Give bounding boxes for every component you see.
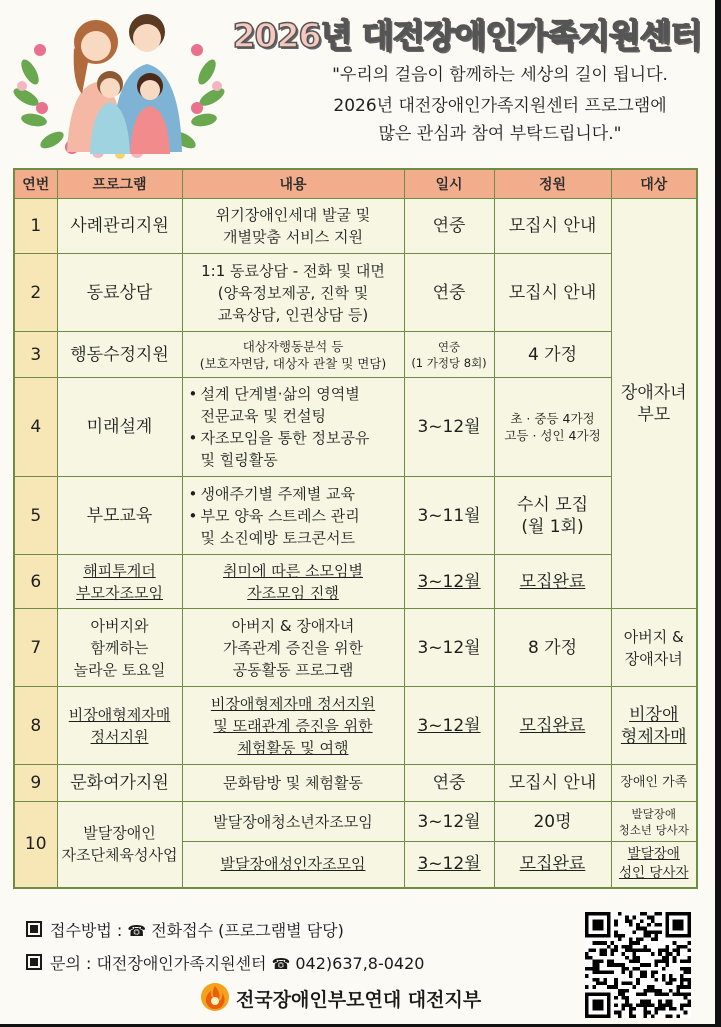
row-capacity: 모집시 안내 (494, 765, 611, 802)
header-capacity: 정원 (494, 169, 611, 199)
row-capacity: 모집시 안내 (494, 199, 611, 254)
apply-label: 접수방법 : (50, 921, 123, 940)
row-no: 8 (14, 687, 57, 765)
square-bullet-icon (26, 921, 42, 937)
row-target-shared: 장애자녀 부모 (611, 199, 697, 609)
row-capacity: 모집완료 (494, 842, 611, 888)
program-table (13, 168, 698, 889)
row-content: 아버지 & 장애자녀 가족관계 증진을 위한 공동활동 프로그램 (182, 609, 404, 687)
row-content: 취미에 따른 소모임별 자조모임 진행 (182, 555, 404, 609)
row-no: 2 (14, 254, 57, 332)
contact-label: 문의 : 대전장애인가족지원센터 (50, 954, 267, 973)
table-row (14, 332, 697, 378)
row-no: 1 (14, 199, 57, 254)
header-content: 내용 (182, 169, 404, 199)
row-program: 미래설계 (57, 378, 182, 477)
row-program: 아버지와 함께하는 놀라운 토요일 (57, 609, 182, 687)
header-no: 연번 (14, 169, 57, 199)
phone-icon: ☎ (127, 922, 147, 940)
row-date: 연중 (1 가정당 8회) (404, 332, 494, 378)
row-program: 행동수정지원 (57, 332, 182, 378)
row-target: 장애인 가족 (611, 765, 697, 802)
row-date: 3~12월 (404, 555, 494, 609)
row-content: 발달장애청소년자조모임 (182, 802, 404, 842)
row-content: • 설계 단계별·삶의 영역별 전문교육 및 컨설팅 • 자조모임을 통한 정보공유 및 힐링활동 (182, 378, 404, 477)
flame-logo-icon (200, 982, 230, 1012)
row-no: 5 (14, 477, 57, 555)
row-target: 발달장애 성인 당사자 (611, 842, 697, 888)
row-no: 6 (14, 555, 57, 609)
family-illustration-icon (12, 2, 227, 162)
row-no: 7 (14, 609, 57, 687)
row-date: 연중 (404, 765, 494, 802)
table-row (14, 555, 697, 609)
row-date: 3~12월 (404, 802, 494, 842)
row-capacity: 모집완료 (494, 555, 611, 609)
row-target: 발달장애 청소년 당사자 (611, 802, 697, 842)
table-row (14, 765, 697, 802)
phone-icon: ☎ (271, 955, 291, 973)
row-program: 비장애형제자매 정서지원 (57, 687, 182, 765)
row-content: • 생애주기별 주제별 교육 • 부모 양육 스트레스 관리 및 소진예방 토크콘서트 (182, 477, 404, 555)
row-date: 3~11월 (404, 477, 494, 555)
row-capacity: 모집완료 (494, 687, 611, 765)
row-capacity: 20명 (494, 802, 611, 842)
table-row (14, 477, 697, 555)
page-title: 2026년 대전장애인가족지원센터 (232, 16, 702, 55)
table-row (14, 609, 697, 687)
row-date: 3~12월 (404, 842, 494, 888)
row-capacity: 4 가정 (494, 332, 611, 378)
intro-line-3: 많은 관심과 참여 부탁드립니다." (378, 124, 622, 144)
row-capacity: 수시 모집 (월 1회) (494, 477, 611, 555)
contact-number: 042)637,8-0420 (295, 954, 425, 973)
square-bullet-icon (26, 954, 42, 970)
row-capacity: 8 가정 (494, 609, 611, 687)
row-target: 아버지 & 장애자녀 (611, 609, 697, 687)
apply-text: 전화접수 (프로그램별 담당) (151, 921, 344, 940)
row-capacity: 모집시 안내 (494, 254, 611, 332)
row-no: 9 (14, 765, 57, 802)
row-program: 해피투게더 부모자조모임 (57, 555, 182, 609)
intro-line-2: 2026년 대전장애인가족지원센터 프로그램에 (333, 96, 667, 116)
qr-code-icon[interactable] (585, 912, 691, 1018)
contact-info (26, 951, 424, 974)
row-content: 위기장애인세대 발굴 및 개별맞춤 서비스 지원 (182, 199, 404, 254)
row-content: 문화탐방 및 체험활동 (182, 765, 404, 802)
row-date: 연중 (404, 199, 494, 254)
row-no: 4 (14, 378, 57, 477)
apply-info (26, 918, 344, 941)
table-row (14, 802, 697, 842)
row-content: 비장애형제자매 정서지원 및 또래관계 증진을 위한 체험활동 및 여행 (182, 687, 404, 765)
row-date: 연중 (404, 254, 494, 332)
header-date: 일시 (404, 169, 494, 199)
row-program: 발달장애인 자조단체육성사업 (57, 802, 182, 888)
row-program: 동료상담 (57, 254, 182, 332)
table-row (14, 687, 697, 765)
row-date: 3~12월 (404, 378, 494, 477)
row-capacity: 초 · 중등 4가정 고등 · 성인 4가정 (494, 378, 611, 477)
row-program: 사례관리지원 (57, 199, 182, 254)
table-header-row (14, 169, 697, 199)
row-date: 3~12월 (404, 609, 494, 687)
row-no: 10 (14, 802, 57, 888)
row-content: 대상자행동분석 등 (보호자면담, 대상자 관찰 및 면담) (182, 332, 404, 378)
organization-name: 전국장애인부모연대 대전지부 (236, 989, 482, 1011)
row-target: 비장애 형제자매 (611, 687, 697, 765)
table-row (14, 199, 697, 254)
intro-line-1: "우리의 걸음이 함께하는 세상의 길이 됩니다. (332, 65, 668, 85)
row-date: 3~12월 (404, 687, 494, 765)
header-target: 대상 (611, 169, 697, 199)
row-program: 부모교육 (57, 477, 182, 555)
row-content: 1:1 동료상담 - 전화 및 대면 (양육정보제공, 진학 및 교육상담, 인권상담 등) (182, 254, 404, 332)
table-row (14, 254, 697, 332)
row-no: 3 (14, 332, 57, 378)
table-row (14, 378, 697, 477)
row-content: 발달장애성인자조모임 (182, 842, 404, 888)
row-program: 문화여가지원 (57, 765, 182, 802)
header-program: 프로그램 (57, 169, 182, 199)
